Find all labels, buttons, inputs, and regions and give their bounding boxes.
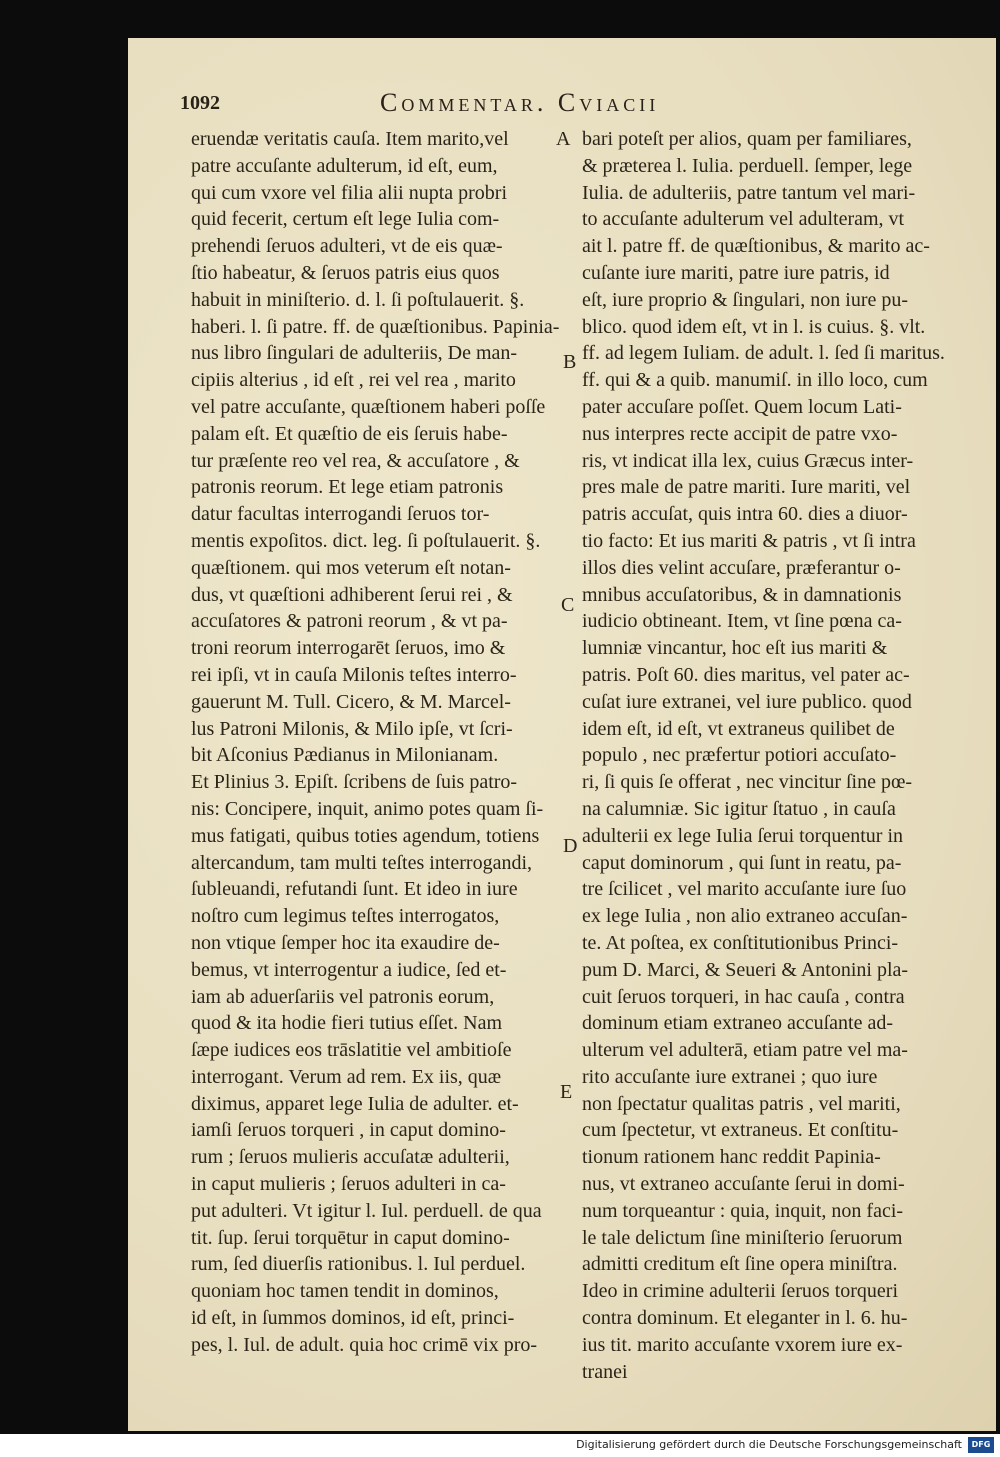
right-line: nus, vt extraneo accuſante ſerui in domi- [582, 1173, 905, 1196]
left-line: altercandum, tam multi teſtes interrogandi, [191, 851, 533, 874]
left-line: put adulteri. Vt igitur l. Iul. perduell. de qua [191, 1199, 542, 1222]
right-line: rito accuſante iure extranei ; quo iure [582, 1065, 878, 1088]
left-line: ſæpe iudices eos trāslatitie vel ambitioſe [191, 1039, 512, 1062]
left-line: mus fatigati, quibus toties agendum, totiens [191, 824, 540, 847]
left-line: ſubleuandi, refutandi ſunt. Et ideo in iure [191, 878, 518, 901]
right-line: tranei [582, 1360, 628, 1383]
right-line: na calumniæ. Sic igitur ſtatuo , in cauſa [582, 797, 896, 820]
right-line: cuſante iure mariti, patre iure patris, id [582, 261, 890, 284]
right-line: Iulia. de adulteriis, patre tantum vel mari- [582, 181, 916, 204]
left-line: diximus, apparet lege Iulia de adulter. et- [191, 1092, 519, 1115]
right-line: to accuſante adulterum vel adulteram, vt [582, 208, 905, 231]
footer-credit: Digitalisierung gefördert durch die Deutsche Forschungsgemeinschaft [576, 1438, 962, 1451]
right-line: ulterum vel adulterā, etiam patre vel ma- [582, 1039, 908, 1062]
left-line: non vtique ſemper hoc ita exaudire de- [191, 931, 500, 954]
left-line: gauerunt M. Tull. Cicero, & M. Marcel- [191, 690, 511, 713]
left-line: vel patre accuſante, quæſtionem haberi poſſe [191, 395, 546, 418]
right-column [582, 126, 950, 1385]
left-line: dus, vt quæſtioni adhiberent ſerui rei , & [191, 583, 513, 606]
left-line: quod & ita hodie fieri tutius eſſet. Nam [191, 1012, 503, 1035]
right-line: lumniæ vincantur, hoc eſt ius mariti & [582, 637, 888, 660]
section-marker-d: D [563, 835, 578, 857]
right-line: cuit ſeruos torqueri, in hac cauſa , contra [582, 985, 905, 1008]
right-line: caput dominorum , qui ſunt in reatu, pa- [582, 851, 902, 874]
right-line: patris. Poſt 60. dies maritus, vel pater ac- [582, 663, 910, 686]
left-line: patronis reorum. Et lege etiam patronis [191, 476, 504, 499]
left-line: noſtro cum legimus teſtes interrogatos, [191, 905, 500, 928]
right-line: tre ſcilicet , vel marito accuſante iure ſuo [582, 878, 907, 901]
left-line: interrogant. Verum ad rem. Ex iis, quæ [191, 1065, 502, 1088]
left-line: tit. ſup. ſerui torquētur in caput domino- [191, 1226, 510, 1249]
right-line: tio facto: Et ius mariti & patris , vt ſi intra [582, 529, 916, 552]
right-line: bari poteſt per alios, quam per familiares, [582, 128, 912, 150]
right-line: mnibus accuſatoribus, & in damnationis [582, 583, 902, 606]
right-line: te. At poſtea, ex conſtitutionibus Princi- [582, 931, 899, 954]
right-line: ris, vt indicat illa lex, cuius Græcus inter- [582, 449, 914, 472]
page-header [170, 86, 830, 120]
left-line: troni reorum interrogarēt ſeruos, imo & [191, 637, 506, 660]
right-line: pum D. Marci, & Seueri & Antonini pla- [582, 958, 909, 981]
left-line: rum, ſed diuerſis rationibus. l. Iul perduel. [191, 1253, 526, 1276]
left-line: in caput mulieris ; ſeruos adulteri in ca- [191, 1173, 506, 1196]
right-line: blico. quod idem eſt, vt in l. is cuius. §. vlt. [582, 315, 926, 338]
left-line: tur præſente reo vel rea, & accuſatore , & [191, 449, 520, 472]
left-line: mentis expoſitos. dict. leg. ſi poſtulauerit. §. [191, 529, 541, 552]
left-line: palam eſt. Et quæſtio de eis ſeruis habe- [191, 422, 508, 445]
left-line: nus libro ſingulari de adulteriis, De man- [191, 342, 518, 365]
right-line: illos dies velint accuſare, præferantur o- [582, 556, 901, 579]
left-line: habuit in miniſterio. d. l. ſi poſtulauerit. §. [191, 288, 525, 311]
right-line: ius tit. marito accuſante vxorem iure ex- [582, 1333, 903, 1356]
right-line: & præterea l. Iulia. perduell. ſemper, lege [582, 154, 913, 177]
left-line: bit Aſconius Pædianus in Milonianam. [191, 744, 499, 767]
section-marker-e: E [560, 1081, 573, 1103]
left-line: pes, l. Iul. de adult. quia hoc crimē vix pro- [191, 1333, 538, 1356]
right-line: iudicio obtineant. Item, vt ſine pœna ca- [582, 610, 902, 633]
left-line: patre accuſante adulterum, id eſt, eum, [191, 154, 498, 177]
footer-bar [0, 1434, 1000, 1457]
right-line: pater accuſare poſſet. Quem locum Lati- [582, 395, 902, 418]
section-marker-c: C [561, 594, 575, 616]
section-marker-b: B [563, 351, 577, 373]
right-line: le tale delictum ſine miniſterio ſeruorum [582, 1226, 903, 1249]
left-line: id eſt, in ſummos dominos, id eſt, princi- [191, 1307, 515, 1330]
running-head: Commentar. Cviacii [380, 88, 660, 117]
left-line: accuſatores & patroni reorum , & vt pa- [191, 610, 508, 633]
right-line: non ſpectatur qualitas patris , vel mariti, [582, 1092, 901, 1115]
left-line: rum ; ſeruos mulieris accuſatæ adulterii, [191, 1146, 510, 1169]
left-line: datur facultas interrogandi ſeruos tor- [191, 503, 490, 526]
left-column [191, 126, 591, 1359]
right-line: ff. ad legem Iuliam. de adult. l. ſed ſi maritus. [582, 342, 945, 365]
left-line: bemus, vt interrogentur a iudice, ſed et- [191, 958, 507, 981]
left-line: eruendæ veritatis cauſa. Item marito,vel [191, 128, 509, 150]
left-line: cipiis alterius , id eſt , rei vel rea , marito [191, 369, 516, 392]
left-line: quid fecerit, certum eſt lege Iulia com- [191, 208, 500, 231]
right-line: Ideo in crimine adulterii ſeruos torqueri [582, 1280, 899, 1303]
right-line: ff. qui & a quib. manumiſ. in illo loco, cum [582, 369, 928, 392]
right-line: cuſat iure extranei, vel iure publico. quod [582, 690, 912, 713]
right-line: ex lege Iulia , non alio extraneo accuſan- [582, 905, 908, 928]
left-line: iamſi ſeruos torqueri , in caput domino- [191, 1119, 506, 1142]
right-line: tionum rationem hanc reddit Papinia- [582, 1146, 881, 1169]
right-line: admitti creditum eſt ſine opera miniſtra. [582, 1253, 898, 1276]
left-line: Et Plinius 3. Epiſt. ſcribens de ſuis patro- [191, 771, 518, 794]
right-line: num torqueantur : quia, inquit, non faci- [582, 1199, 904, 1222]
right-line: ri, ſi quis ſe offerat , nec vincitur ſine pœ- [582, 771, 913, 794]
right-line: dominum etiam extraneo accuſante ad- [582, 1012, 893, 1035]
right-line: cum ſpectetur, vt extraneus. Et conſtitu- [582, 1119, 899, 1142]
left-line: quæſtionem. qui mos veterum eſt notan- [191, 556, 511, 579]
right-line: nus interpres recte accipit de patre vxo- [582, 422, 898, 445]
right-line: contra dominum. Et eleganter in l. 6. hu- [582, 1307, 908, 1330]
right-line: ait l. patre ff. de quæſtionibus, & marito ac- [582, 235, 930, 258]
right-line: eſt, iure proprio & ſingulari, non iure pu- [582, 288, 909, 311]
right-line: adulterii ex lege Iulia ſerui torquentur in [582, 824, 903, 847]
right-line: patris accuſat, quis intra 60. dies a diuor- [582, 503, 908, 526]
dfg-logo-icon: DFG [968, 1437, 994, 1453]
section-marker-a: A [556, 128, 571, 150]
left-line: lus Patroni Milonis, & Milo ipſe, vt ſcri- [191, 717, 513, 740]
left-line: haberi. l. ſi patre. ff. de quæſtionibus. Papinia- [191, 315, 560, 338]
left-line: qui cum vxore vel filia alii nupta probri [191, 181, 508, 204]
right-line: populo , nec præfertur potiori accuſato- [582, 744, 897, 767]
right-line: pres male de patre mariti. Iure mariti, vel [582, 476, 911, 499]
left-line: nis: Concipere, inquit, animo potes quam ſi- [191, 797, 544, 820]
left-line: prehendi ſeruos adulteri, vt de eis quæ- [191, 235, 503, 258]
right-line: idem eſt, id eſt, vt extraneus quilibet de [582, 717, 895, 740]
left-line: iam ab aduerſariis vel patronis eorum, [191, 985, 495, 1008]
left-line: quoniam hoc tamen tendit in dominos, [191, 1280, 499, 1303]
left-line: ſtio habeatur, & ſeruos patris eius quos [191, 261, 500, 284]
left-line: rei ipſi, vt in cauſa Milonis teſtes interro- [191, 663, 517, 686]
page-number: 1092 [180, 92, 220, 114]
